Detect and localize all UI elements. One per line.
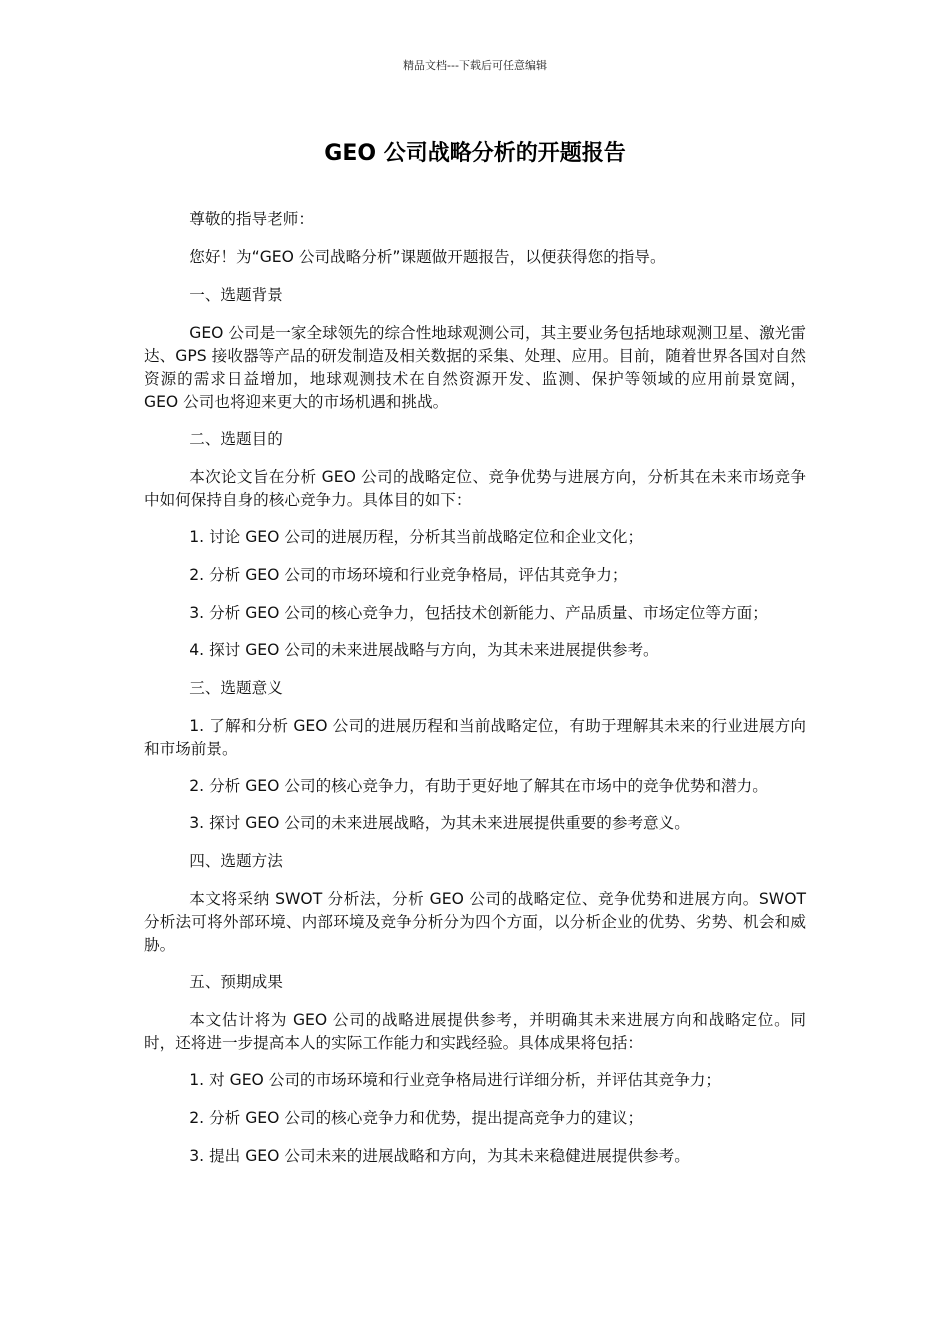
background-paragraph: GEO 公司是一家全球领先的综合性地球观测公司，其主要业务包括地球观测卫星、激光雷达、GPS 接收器等产品的研发制造及相关数据的采集、处理、应用。目前，随着世界各国对自然资源的需求日益增加，地球观测技术在自然资源开发、监测、保护等领域的应用前景宽阔， GEO 公司也将迎来更大的市场机遇和挑战。 xyxy=(144,324,806,411)
purpose-item-1: 1. 讨论 GEO 公司的进展历程，分析其当前战略定位和企业文化； xyxy=(189,528,644,546)
section-heading-purpose: 二、选题目的 xyxy=(189,430,283,448)
purpose-item-4: 4. 探讨 GEO 公司的未来进展战略与方向，为其未来进展提供参考。 xyxy=(189,641,659,659)
salutation: 尊敬的指导老师： xyxy=(189,210,314,228)
significance-item-3: 3. 探讨 GEO 公司的未来进展战略，为其未来进展提供重要的参考意义。 xyxy=(189,814,690,832)
method-paragraph: 本文将采纳 SWOT 分析法，分析 GEO 公司的战略定位、竞争优势和进展方向。SWOT 分析法可将外部环境、内部环境及竞争分析分为四个方面，以分析企业的优势、劣势、机会和威胁。 xyxy=(144,890,806,954)
outcome-item-1: 1. 对 GEO 公司的市场环境和行业竞争格局进行详细分析，并评估其竞争力； xyxy=(189,1071,722,1089)
greeting-paragraph: 您好！为“GEO 公司战略分析”课题做开题报告，以便获得您的指导。 xyxy=(189,248,666,266)
section-heading-outcomes: 五、预期成果 xyxy=(189,973,283,991)
purpose-paragraph: 本次论文旨在分析 GEO 公司的战略定位、竞争优势与进展方向，分析其在未来市场竞争中如何保持自身的核心竞争力。具体目的如下： xyxy=(144,468,806,509)
section-heading-background: 一、选题背景 xyxy=(189,286,283,304)
outcomes-paragraph: 本文估计将为 GEO 公司的战略进展提供参考，并明确其未来进展方向和战略定位。同时，还将进一步提高本人的实际工作能力和实践经验。具体成果将包括： xyxy=(144,1011,806,1052)
significance-item-1: 1. 了解和分析 GEO 公司的进展历程和当前战略定位，有助于理解其未来的行业进展方向和市场前景。 xyxy=(144,717,806,758)
page-header: 精品文档---下载后可任意编辑 xyxy=(403,59,547,72)
purpose-item-3: 3. 分析 GEO 公司的核心竞争力，包括技术创新能力、产品质量、市场定位等方面； xyxy=(189,604,768,622)
outcome-item-2: 2. 分析 GEO 公司的核心竞争力和优势，提出提高竞争力的建议； xyxy=(189,1109,644,1127)
document-title: GEO 公司战略分析的开题报告 xyxy=(324,141,626,166)
section-heading-significance: 三、选题意义 xyxy=(189,679,283,697)
section-heading-method: 四、选题方法 xyxy=(189,852,283,870)
significance-item-2: 2. 分析 GEO 公司的核心竞争力，有助于更好地了解其在市场中的竞争优势和潜力。 xyxy=(189,777,768,795)
outcome-item-3: 3. 提出 GEO 公司未来的进展战略和方向，为其未来稳健进展提供参考。 xyxy=(189,1147,690,1165)
purpose-item-2: 2. 分析 GEO 公司的市场环境和行业竞争格局，评估其竞争力； xyxy=(189,566,628,584)
document-body xyxy=(144,208,806,1183)
